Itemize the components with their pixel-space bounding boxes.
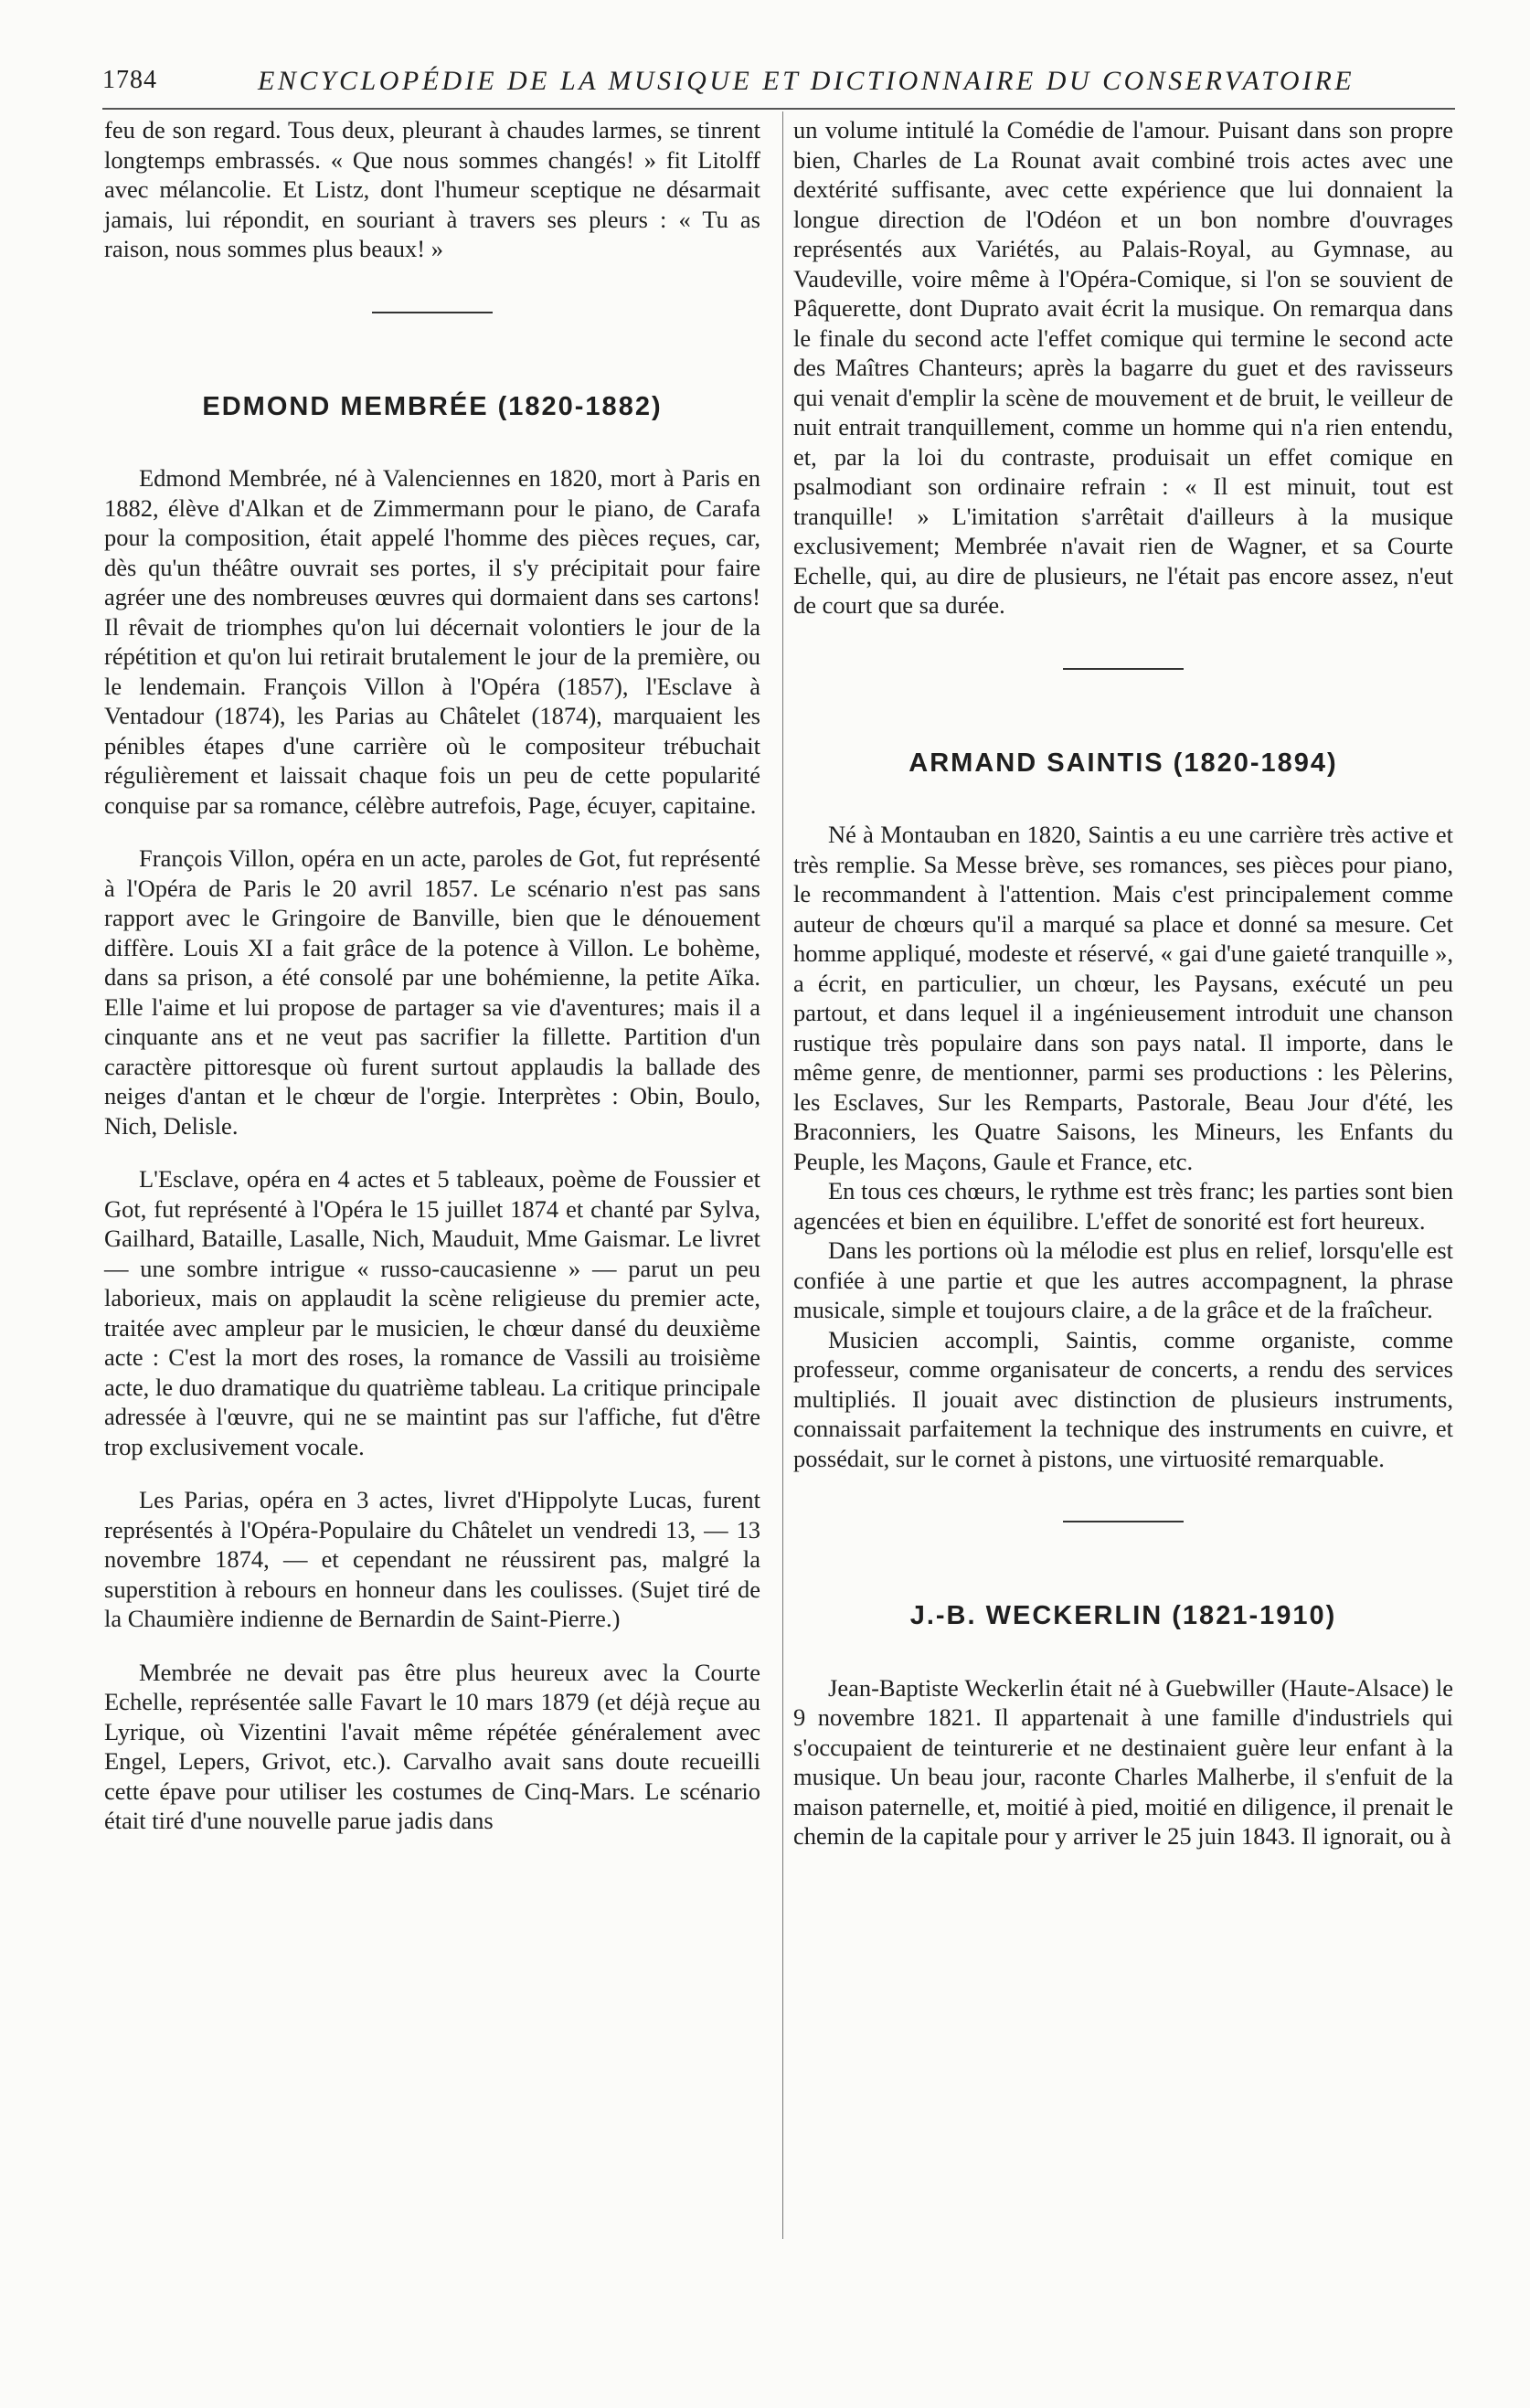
section-title-saintis: ARMAND SAINTIS (1820-1894) (908, 748, 1338, 778)
body-paragraph: Les Parias, opéra en 3 actes, livret d'Hippolyte Lucas, furent représentés à l'Opéra-Populaire du Châtelet un vendredi 13, — 13 novembre 1874, — et cependant ne réussirent pas, malgré la superstition à rebours en honneur dans les coulisses. (Sujet tiré de la Chaumière indienne de Bernardin de Saint-Pierre.) (104, 1486, 760, 1632)
body-paragraph: Musicien accompli, Saintis, comme organiste, comme professeur, comme organisateur de concerts, a rendu des services multipliés. Il jouait avec distinction de plusieurs instruments, connaissait parfaitement la technique des instruments en cuivre, et possédait, sur le cornet à pistons, une virtuosité remarquable. (793, 1325, 1453, 1472)
body-paragraph: L'Esclave, opéra en 4 actes et 5 tableaux, poème de Foussier et Got, fut représenté à l'Opéra le 15 juillet 1874 et chanté par Sylva, Gailhard, Bataille, Lasalle, Nich, Mauduit, Mme Gaismar. Le livret — une sombre intrigue « russo-caucasienne » — parut un peu laborieux, mais on applaudit la scène religieuse du premier acte, traitée avec ampleur par le musicien, le chœur dansé du deuxième acte : C'est la mort des roses, la romance de Vassili au troisième acte, le duo dramatique du quatrième tableau. La critique principale adressée à l'œuvre, qui ne se maintint pas sur l'affiche, fut d'être trop exclusivement vocale. (104, 1165, 760, 1460)
body-paragraph: Membrée ne devait pas être plus heureux avec la Courte Echelle, représentée salle Favart le 10 mars 1879 (et déjà reçue au Lyrique, où Vizentini l'avait même répétée généralement avec Engel, Lepers, Grivot, etc.). Carvalho avait sans doute recueilli cette épave pour utiliser les costumes de Cinq-Mars. Le scénario était tiré d'une nouvelle parue jadis dans (104, 1658, 760, 1834)
page-number: 1784 (102, 66, 157, 94)
column-divider (782, 111, 783, 2239)
section-separator (1063, 1521, 1184, 1522)
body-paragraph: Edmond Membrée, né à Valenciennes en 1820, mort à Paris en 1882, élève d'Alkan et de Zimmermann pour le piano, de Carafa pour la composition, était appelé l'homme des pièces reçues, car, dès qu'un théâtre ouvrait ses portes, il s'y précipitait pour faire agréer une des nombreuses œuvres qui dormaient dans ses cartons! Il rêvait de triomphes qu'on lui décernait volontiers le jour de la répétition et qu'on lui retirait brutalement le jour de la première, ou le lendemain. François Villon à l'Opéra (1857), l'Esclave à Ventadour (1874), les Parias au Châtelet (1874), marquaient les pénibles étapes d'une carrière où le compositeur trébuchait régulièrement et laissait chaque fois un peu de cette popularité conquise par sa romance, célèbre autrefois, Page, écuyer, capitaine. (104, 464, 760, 819)
section-title-weckerlin: J.-B. WECKERLIN (1821-1910) (909, 1601, 1337, 1630)
section-separator (1063, 668, 1184, 670)
section-title-membree: EDMOND MEMBRÉE (1820-1882) (202, 391, 663, 421)
header-rule (102, 108, 1455, 110)
body-paragraph: Jean-Baptiste Weckerlin était né à Guebwiller (Haute-Alsace) le 9 novembre 1821. Il appartenait à une famille d'industriels qui s'occupaient de teinturerie et ne destinaient guère leur enfant à la musique. Un beau jour, raconte Charles Malherbe, il s'enfuit de la maison paternelle, et, moitié à pied, moitié en diligence, il prenait le chemin de la capitale pour y arriver le 25 juin 1843. Il ignorait, ou à (793, 1673, 1453, 1850)
body-paragraph: Né à Montauban en 1820, Saintis a eu une carrière très active et très remplie. Sa Messe brève, ses romances, ses pièces pour piano, le recommandent à l'attention. Mais c'est principalement comme auteur de chœurs qu'il a marqué sa place et donné sa mesure. Cet homme appliqué, modeste et réservé, « gai d'une gaieté tranquille », a écrit, en particulier, un chœur, les Paysans, exécuté un peu partout, et dans lequel il a ingénieusement introduit une chanson rustique très populaire dans son pays natal. Il importe, dans le même genre, de mentionner, parmi ses productions : les Pèlerins, les Esclaves, Sur les Remparts, Pastorale, Beau Jour d'été, les Braconniers, les Quatre Saisons, les Mineurs, les Enfants du Peuple, les Maçons, Gaule et France, etc. (793, 821, 1453, 1175)
body-paragraph: En tous ces chœurs, le rythme est très franc; les parties sont bien agencées et bien en équilibre. L'effet de sonorité est fort heureux. (793, 1177, 1453, 1235)
continuation-paragraph: un volume intitulé la Comédie de l'amour. Puisant dans son propre bien, Charles de La Rounat avait combiné trois actes avec une dextérité suffisante, avec cette expérience que lui donnaient la longue direction de l'Odéon et un bon nombre d'ouvrages représentés aux Variétés, au Palais-Royal, au Gymnase, au Vaudeville, voire même à l'Opéra-Comique, si l'on se souvient de Pâquerette, dont Duprato avait écrit la musique. On remarqua dans le finale du second acte l'effet comique qui termine le second acte des Maîtres Chanteurs; après la bagarre du guet et des ravisseurs qui venait d'emplir la scène de mouvement et de bruit, le veilleur de nuit entrait tranquillement, comme un homme qui n'a rien entendu, et, par la loi du contraste, produisait un effet comique en psalmodiant son ordinaire refrain : « Il est minuit, tout est tranquille! » L'imitation s'arrêtait d'ailleurs à la musique exclusivement; Membrée n'avait rien de Wagner, et sa Courte Echelle, qui, au dire de plusieurs, ne l'était pas encore assez, n'eut de court que sa durée. (793, 116, 1453, 619)
left-column (104, 115, 760, 1836)
right-column (793, 115, 1453, 1851)
section-separator (372, 312, 493, 313)
body-paragraph: Dans les portions où la mélodie est plus en relief, lorsqu'elle est confiée à une partie et que les autres accompagnent, la phrase musicale, simple et toujours claire, a de la grâce et de la fraîcheur. (793, 1236, 1453, 1323)
page-header (102, 64, 1455, 104)
body-paragraph: François Villon, opéra en un acte, paroles de Got, fut représenté à l'Opéra de Paris le 20 avril 1857. Le scénario n'est pas sans rapport avec le Gringoire de Banville, bien que le dénouement diffère. Louis XI a fait grâce de la potence à Villon. Le bohème, dans sa prison, a été consolé par une bohémienne, la petite Aïka. Elle l'aime et lui propose de partager sa vie d'aventures; mais il a cinquante ans et ne veut pas sacrifier la fillette. Partition d'un caractère pittoresque où furent surtout applaudis la ballade des neiges d'antan et le chœur de l'orgie. Interprètes : Obin, Boulo, Nich, Delisle. (104, 844, 760, 1140)
running-title: ENCYCLOPÉDIE DE LA MUSIQUE ET DICTIONNAIRE DU CONSERVATOIRE (258, 66, 1355, 96)
intro-paragraph: feu de son regard. Tous deux, pleurant à chaudes larmes, se tinrent longtemps embrassés. « Que nous sommes changés! » fit Litolff avec mélancolie. Et Listz, dont l'humeur sceptique ne désarmait jamais, lui répondit, en souriant à travers ses pleurs : « Tu as raison, nous sommes plus beaux! » (104, 116, 760, 262)
